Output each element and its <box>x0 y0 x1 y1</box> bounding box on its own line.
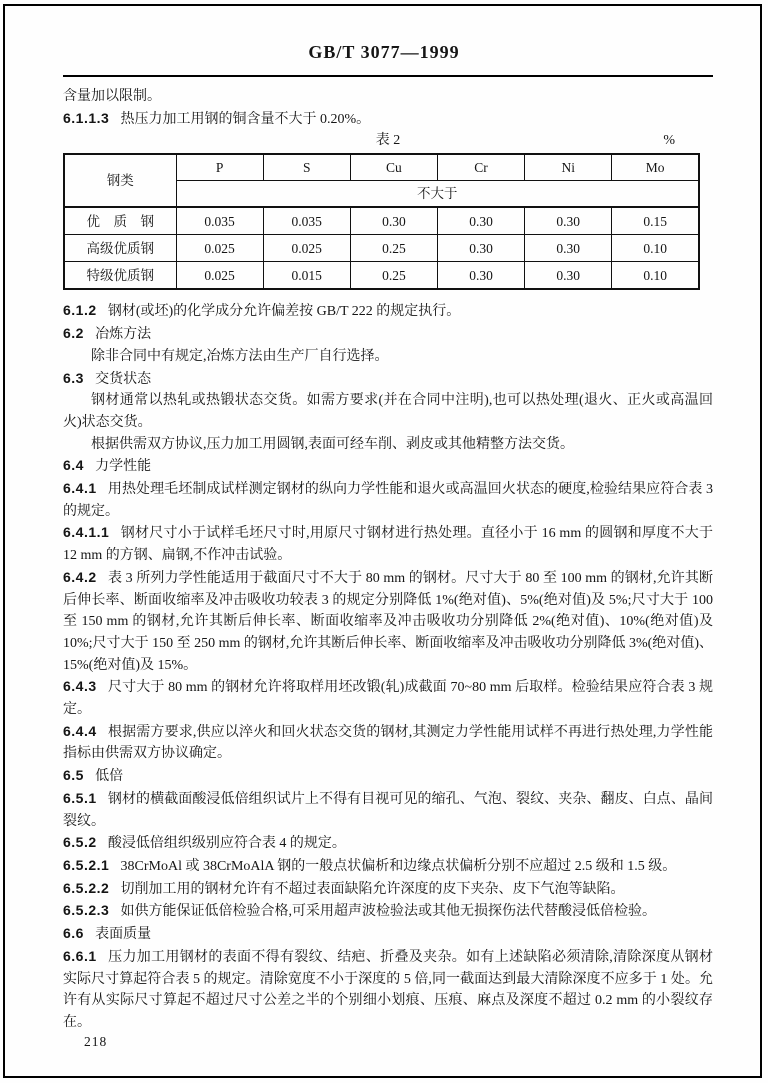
limit-value-cell: 0.025 <box>176 262 263 290</box>
column-header-mo: Mo <box>612 154 699 181</box>
limit-value-cell: 0.10 <box>612 262 699 290</box>
clause-number: 6.4.1.1 <box>63 524 110 541</box>
clause-number: 6.6 <box>63 925 84 942</box>
clause-6.4.3: 6.4.3 尺寸大于 80 mm 的钢材允许将取样用坯改锻(轧)成截面 70~80 mm 后取样。检验结果应符合表 3 规定。 <box>63 678 713 718</box>
limit-value-cell: 0.10 <box>612 235 699 262</box>
table-caption-row <box>63 130 713 152</box>
clause-6.5.2.3: 6.5.2.3 如供方能保证低倍检验合格,可采用超声波检验法或其他无损探伤法代替酸浸低倍检验。 <box>63 902 657 920</box>
clause-6.2: 6.2 冶炼方法 <box>63 325 152 343</box>
clause-6.6: 6.6 表面质量 <box>63 925 152 943</box>
limit-value-cell: 0.25 <box>350 235 437 262</box>
limit-value-cell: 0.30 <box>437 207 524 235</box>
clause-number: 6.1.2 <box>63 302 97 319</box>
steel-grade-cell: 特级优质钢 <box>64 262 176 290</box>
steel-grade-cell: 优 质 钢 <box>64 207 176 235</box>
limit-value-cell: 0.30 <box>437 235 524 262</box>
clause-number: 6.5.2 <box>63 834 97 851</box>
steel-grade-cell: 高级优质钢 <box>64 235 176 262</box>
clause-6.1.1.3: 6.1.1.3 热压力加工用钢的铜含量不大于 0.20%。 <box>63 109 371 127</box>
clause-6.6.1: 6.6.1 压力加工用钢材的表面不得有裂纹、结疤、折叠及夹杂。如有上述缺陷必须清除,清除深度从钢材实际尺寸算起符合表 5 的规定。清除宽度不小于深度的 5 倍,同一截面达到最大清除深度不应多于 1 处。允许有从实际尺寸算起不超过尺寸公差之半的个别细小划痕、压痕、麻点及深度不超过 0.2 mm 的小裂纹存在。 <box>63 947 713 1030</box>
limit-value-cell: 0.025 <box>263 235 350 262</box>
clause-6.5.2: 6.5.2 酸浸低倍组织级别应符合表 4 的规定。 <box>63 834 346 852</box>
clause-number: 6.4 <box>63 457 84 474</box>
limit-value-cell: 0.30 <box>525 235 612 262</box>
paragraph: 除非合同中有规定,冶炼方法由生产厂自行选择。 <box>91 348 389 364</box>
clause-number: 6.2 <box>63 325 84 342</box>
table-row <box>64 235 699 262</box>
column-header-p: P <box>176 154 263 181</box>
clause-number: 6.4.4 <box>63 722 97 739</box>
limit-value-cell: 0.30 <box>525 207 612 235</box>
limit-value-cell: 0.30 <box>350 207 437 235</box>
header-rule <box>63 75 713 77</box>
clauses-before-table <box>63 86 713 130</box>
limit-value-cell: 0.25 <box>350 262 437 290</box>
limit-value-cell: 0.035 <box>263 207 350 235</box>
limit-value-cell: 0.025 <box>176 235 263 262</box>
limit-value-cell: 0.035 <box>176 207 263 235</box>
clause-6.3: 6.3 交货状态 <box>63 369 152 387</box>
column-header-cu: Cu <box>350 154 437 181</box>
column-header-s: S <box>263 154 350 181</box>
clause-number: 6.4.1 <box>63 480 97 497</box>
table-2-composition-limits <box>63 153 700 290</box>
paragraph: 根据供需双方协议,压力加工用圆钢,表面可经车削、剥皮或其他精整方法交货。 <box>91 436 574 452</box>
table-row <box>64 262 699 290</box>
column-header-cr: Cr <box>437 154 524 181</box>
clause-number: 6.5.1 <box>63 789 97 806</box>
table-row <box>64 207 699 235</box>
clauses-after-table <box>63 300 713 1033</box>
clause-number: 6.1.1.3 <box>63 109 110 126</box>
clause-number: 6.5.2.2 <box>63 879 110 896</box>
clause-number: 6.3 <box>63 369 84 386</box>
clause-number: 6.4.3 <box>63 678 97 695</box>
limit-value-cell: 0.15 <box>612 207 699 235</box>
clause-number: 6.5.2.3 <box>63 902 110 919</box>
clause-6.1.2: 6.1.2 钢材(或坯)的化学成分允许偏差按 GB/T 222 的规定执行。 <box>63 302 461 320</box>
limit-value-cell: 0.30 <box>525 262 612 290</box>
paragraph: 钢材通常以热轧或热锻状态交货。如需方要求(并在合同中注明),也可以热处理(退火、正火或高温回火)状态交货。 <box>63 393 713 430</box>
page-content <box>63 86 713 1034</box>
clause-6.4.1.1: 6.4.1.1 钢材尺寸小于试样毛坯尺寸时,用原尺寸钢材进行热处理。直径小于 16 mm 的圆钢和厚度不大于 12 mm 的方钢、扁钢,不作冲击试验。 <box>63 524 713 564</box>
clause-6.5.1: 6.5.1 钢材的横截面酸浸低倍组织试片上不得有目视可见的缩孔、气泡、裂纹、夹杂、翻皮、白点、晶间裂纹。 <box>63 789 713 829</box>
page-number: 218 <box>84 1034 108 1049</box>
standard-number-title: GB/T 3077—1999 <box>308 42 460 62</box>
clause-number: 6.6.1 <box>63 947 97 964</box>
limit-label: 不大于 <box>176 181 699 208</box>
clause-6.4.4: 6.4.4 根据需方要求,供应以淬火和回火状态交货的钢材,其测定力学性能用试样不再进行热处理,力学性能指标由供需双方协议确定。 <box>63 722 713 762</box>
clause-number: 6.4.2 <box>63 568 97 585</box>
clause-number: 6.5 <box>63 767 84 784</box>
paragraph: 含量加以限制。 <box>63 89 161 104</box>
limit-value-cell: 0.30 <box>437 262 524 290</box>
column-header-ni: Ni <box>525 154 612 181</box>
clause-6.5: 6.5 低倍 <box>63 767 124 785</box>
limit-value-cell: 0.015 <box>263 262 350 290</box>
column-header-steel-class: 钢类 <box>64 154 176 207</box>
clause-6.4.1: 6.4.1 用热处理毛坯制成试样测定钢材的纵向力学性能和退火或高温回火状态的硬度,检验结果应符合表 3 的规定。 <box>63 480 713 519</box>
clause-6.5.2.1: 6.5.2.1 38CrMoAl 或 38CrMoAlA 钢的一般点状偏析和边缘点状偏析分别不应超过 2.5 级和 1.5 级。 <box>63 856 677 874</box>
clause-6.5.2.2: 6.5.2.2 切削加工用的钢材允许有不超过表面缺陷允许深度的皮下夹杂、皮下气泡等缺陷。 <box>63 879 625 897</box>
clause-number: 6.5.2.1 <box>63 856 110 873</box>
table-caption: 表 2 <box>375 133 401 149</box>
table-unit-percent: % <box>663 133 675 149</box>
clause-6.4.2: 6.4.2 表 3 所列力学性能适用于截面尺寸不大于 80 mm 的钢材。尺寸大于 80 至 100 mm 的钢材,允许其断后伸长率、断面收缩率及冲击吸收功较表 3 的规定分别降低 1%(绝对值)、5%(绝对值)及 5%;尺寸大于 100 至 150 mm 的钢材,允许其断后伸长率、断面收缩率及冲击吸收功分别降低 2%(绝对值)、10%(绝对值)及 10%;尺寸大于 150 至 250 mm 的钢材,允许其断后伸长率、断面收缩率及冲击吸收功分别降低 3%(绝对值)、15%(绝对值)及 15%。 <box>63 568 713 673</box>
clause-6.4: 6.4 力学性能 <box>63 457 152 475</box>
